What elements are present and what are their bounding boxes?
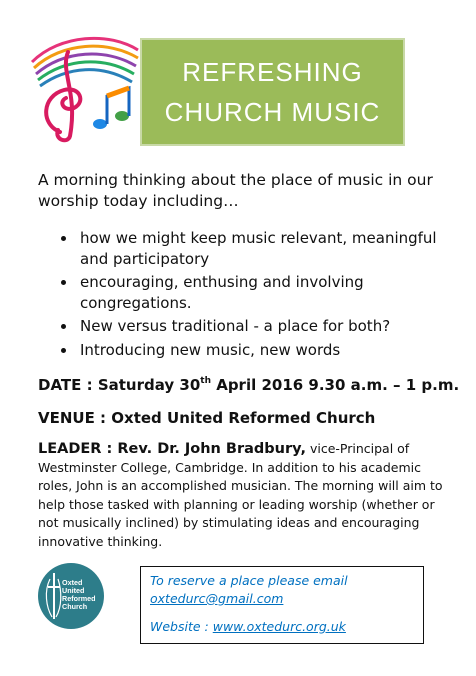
list-item xyxy=(58,272,448,313)
title-line-1: REFRESHING xyxy=(182,57,363,87)
church-name-line1: Oxted xyxy=(62,578,83,587)
website-link[interactable]: www.oxtedurc.org.uk xyxy=(212,619,346,634)
list-item xyxy=(58,340,448,361)
topic-list xyxy=(58,228,448,363)
website-label: Website : xyxy=(150,619,213,634)
website-line xyxy=(150,619,346,634)
title-banner xyxy=(140,38,405,146)
list-item-text: encouraging, enthusing and involving congregations. xyxy=(80,273,364,312)
church-logo xyxy=(38,563,104,629)
date-rest: April 2016 9.30 a.m. – 1 p.m. xyxy=(210,376,460,394)
church-name-line3: Reformed xyxy=(62,594,96,603)
church-name-line2: United xyxy=(62,586,85,595)
list-item xyxy=(58,228,448,269)
date-ordinal: th xyxy=(200,376,211,386)
list-item-text: New versus traditional - a place for both? xyxy=(80,317,391,335)
date-label: DATE : Saturday 30 xyxy=(38,376,201,394)
intro-text: A morning thinking about the place of music in our worship today including… xyxy=(38,171,433,210)
leader-name: LEADER : Rev. Dr. John Bradbury, xyxy=(38,441,306,457)
email-link[interactable]: oxtedurc@gmail.com xyxy=(150,591,284,606)
bullet-icon xyxy=(61,324,66,329)
leader-bio: vice-Principal of Westminster College, Cambridge. In addition to his academic roles, John is an accomplished musician. The morning will aim to help those tasked with planning or leading worship (whether or not musically inclined) by stimulating ideas and encouraging innovative thinking. xyxy=(38,441,443,549)
contact-box xyxy=(140,566,424,644)
leader-description xyxy=(38,440,456,551)
bullet-icon xyxy=(61,348,66,353)
title-line-2: CHURCH MUSIC xyxy=(164,97,381,127)
church-name-line4: Church xyxy=(62,602,88,611)
music-note-icon xyxy=(30,32,142,144)
bullet-icon xyxy=(61,280,66,285)
church-name xyxy=(62,579,96,611)
event-date xyxy=(38,376,459,394)
list-item-text: how we might keep music relevant, meaningful and participatory xyxy=(80,229,437,268)
reserve-text: To reserve a place please email xyxy=(150,573,348,588)
list-item-text: Introducing new music, new words xyxy=(80,340,341,359)
bullet-icon xyxy=(61,236,66,241)
event-venue: VENUE : Oxted United Reformed Church xyxy=(38,409,376,427)
list-item xyxy=(58,316,448,337)
